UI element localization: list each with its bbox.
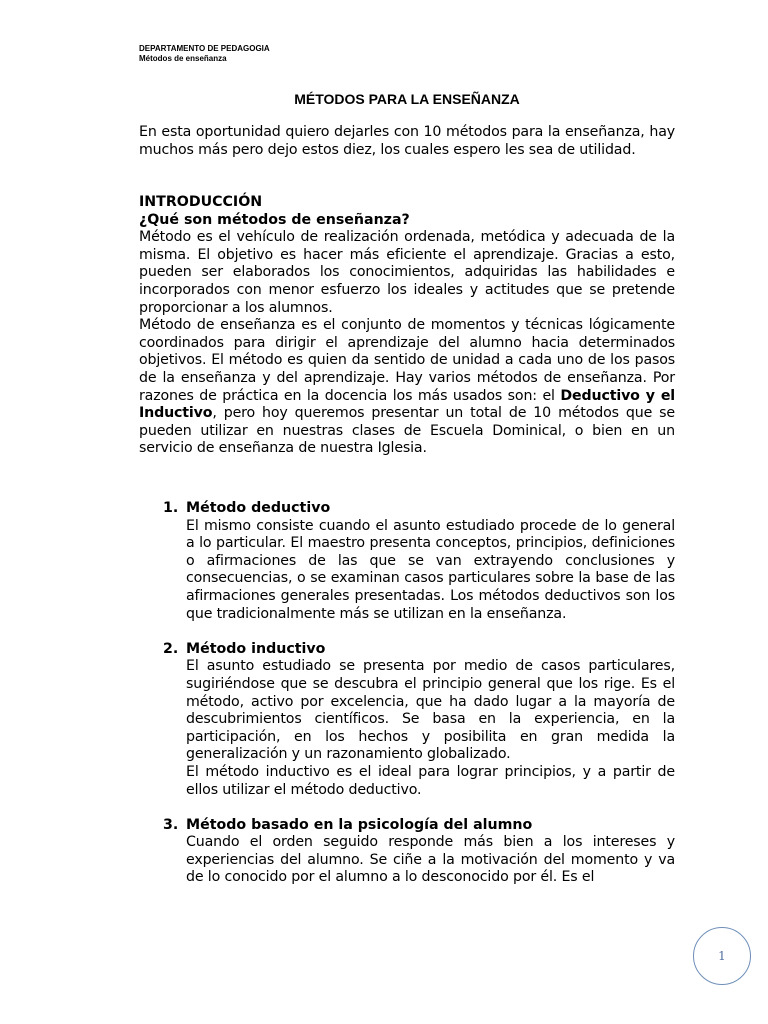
paragraph-2-end: , pero hoy queremos presentar un total de 10 métodos que se pueden utilizar en nuestras clases de Escuela Dominical, o bien en un servicio de enseñanza de nuestra Iglesia. [139,405,675,457]
method-paragraph: El método inductivo es el ideal para lograr principios, y a partir de ellos utilizar el método deductivo. [186,763,675,798]
page-header [139,44,270,64]
introduction-paragraph-2 [139,317,675,458]
introduction-heading: INTRODUCCIÓN [139,194,263,210]
introduction-section [139,194,675,458]
method-paragraph: El mismo consiste cuando el asunto estudiado procede de lo general a lo particular. El maestro presenta conceptos, principios, definiciones o afirmaciones de las que se van extrayendo conclusiones y consecuencias, o se examinan casos particulares sobre la base de las afirmaciones generales presentadas. Los métodos deductivos son los que tradicionalmente más se utilizan en la enseñanza. [186,517,675,622]
header-department: DEPARTAMENTO DE PEDAGOGIA [139,44,270,53]
method-paragraph: Cuando el orden seguido responde más bien a los intereses y experiencias del alumno. Se ciñe a la motivación del momento y va de lo conocido por el alumno a lo desconocido por él. Es el [186,834,675,886]
method-item [139,641,675,799]
method-paragraph: El asunto estudiado se presenta por medio de casos particulares, sugiriéndose que se descubra el principio general que los rige. Es el método, activo por excelencia, que ha dado lugar a la mayoría de descubrimientos científicos. Se basa en la experiencia, en la participación, en los hechos y posibilita en gran medida la generalización y un razonamiento globalizado. [186,658,675,763]
method-title: Método inductivo [186,640,326,657]
document-title: MÉTODOS PARA LA ENSEÑANZA [294,91,520,107]
methods-list [139,500,675,905]
method-number: 2. [163,640,179,657]
paragraph-2-bold: Deductivo y el Inductivo [139,387,675,422]
intro-paragraph: En esta oportunidad quiero dejarles con 10 métodos para la enseñanza, hay muchos más pero dejo estos diez, los cuales espero les sea de utilidad. [139,124,675,158]
introduction-paragraph-1: Método es el vehículo de realización ordenada, metódica y adecuada de la misma. El objetivo es hacer más eficiente el aprendizaje. Gracias a esto, pueden ser elaborados los conocimientos, adquiridas las habilidades e incorporados con menor esfuerzo los ideales y actitudes que se pretende proporcionar a los alumnos. [139,229,675,316]
page-number: 1 [718,949,726,963]
method-item [139,817,675,887]
paragraph-2-start: Método de enseñanza es el conjunto de momentos y técnicas lógicamente coordinados para dirigir el aprendizaje del alumno hacia determinados objetivos. El método es quien da sentido de unidad a cada uno de los pasos de la enseñanza y del aprendizaje. Hay varios métodos de enseñanza. Por razones de práctica en la docencia los más usados son: el [139,317,675,404]
page-number-badge [693,927,751,985]
method-title: Método basado en la psicología del alumno [186,816,533,833]
method-number: 1. [163,500,179,516]
introduction-question: ¿Qué son métodos de enseñanza? [139,211,410,228]
header-subtitle: Métodos de enseñanza [139,54,227,63]
method-number: 3. [163,816,179,833]
method-item [139,500,675,623]
method-title: Método deductivo [186,500,331,516]
